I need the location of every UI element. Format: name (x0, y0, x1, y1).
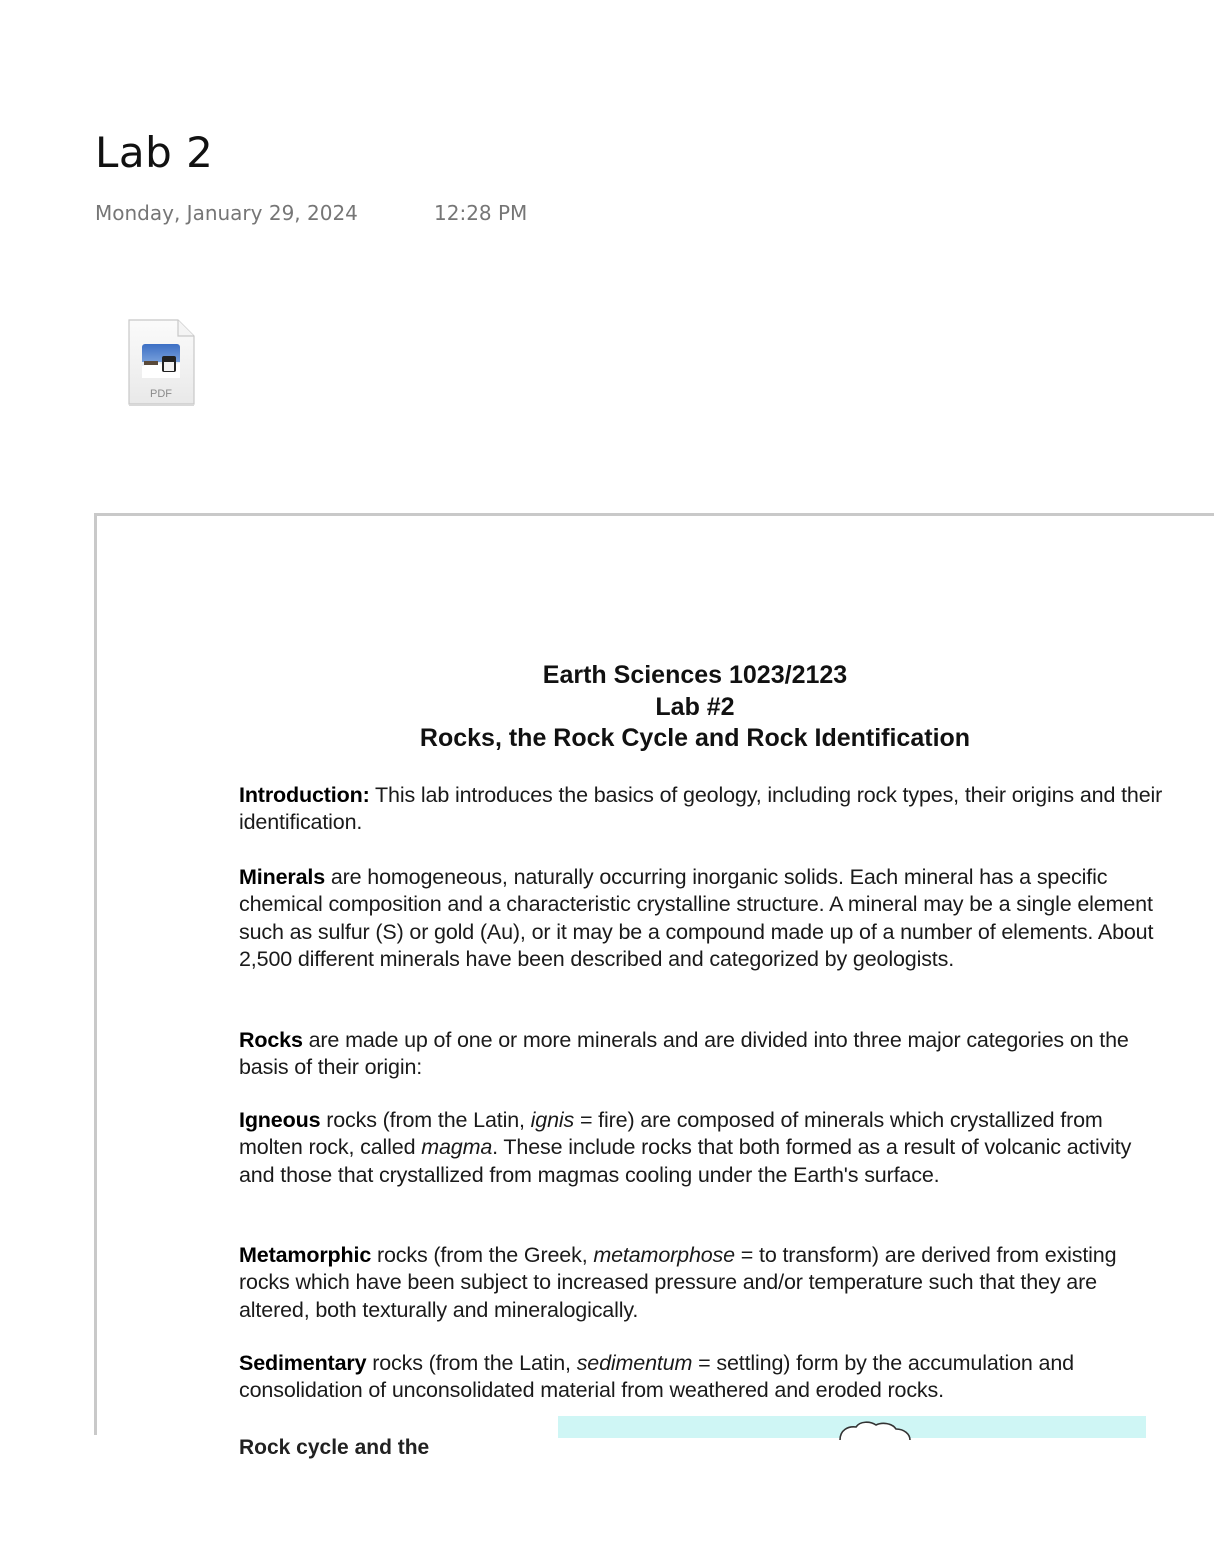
diagram-cloud-shape (558, 1416, 1146, 1438)
igneous-latin: ignis (530, 1108, 575, 1132)
minerals-term: Minerals (239, 865, 326, 889)
sedimentary-term: Sedimentary (239, 1351, 367, 1375)
sedimentary-latin: sedimentum (576, 1351, 693, 1375)
metamorphic-term: Metamorphic (239, 1243, 372, 1267)
igneous-term: Igneous (239, 1108, 321, 1132)
metamorphic-text: rocks (from the Greek, (371, 1243, 594, 1267)
metamorphic-paragraph (239, 1242, 1169, 1324)
intro-paragraph (239, 782, 1169, 837)
metamorphic-greek: metamorphose (593, 1243, 735, 1267)
note-date: Monday, January 29, 2024 (95, 201, 358, 225)
igneous-text: . These include rocks that both formed as a result of volcanic activity and those that crystallized from magmas cooling under the Earth's surface. (239, 1135, 1132, 1187)
magma-term: magma (421, 1135, 493, 1160)
document-heading (395, 660, 995, 755)
intro-text: This lab introduces the basics of geology, including rock types, their origins and their identification. (239, 783, 1163, 835)
sedimentary-text: rocks (from the Latin, (366, 1351, 577, 1375)
rocks-paragraph (239, 1027, 1169, 1082)
cutoff-heading-text: Rock cycle and the (239, 1436, 430, 1459)
rocks-term: Rocks (239, 1028, 303, 1052)
pdf-label: PDF (150, 388, 172, 400)
igneous-text: rocks (from the Latin, (320, 1108, 531, 1132)
sedimentary-paragraph (239, 1350, 1169, 1405)
sedimentary-text: = settling) form by the accumulation and consolidation of unconsolidated material from weathered and eroded rocks. (239, 1351, 1074, 1403)
pdf-attachment[interactable] (126, 318, 196, 408)
rocks-text: are made up of one or more minerals and are divided into three major categories on the basis of their origin: (239, 1028, 1129, 1080)
page-title: Lab 2 (95, 128, 214, 177)
intro-label: Introduction: (239, 783, 370, 807)
minerals-paragraph (239, 864, 1169, 973)
note-time: 12:28 PM (434, 201, 528, 225)
rock-cycle-diagram (558, 1416, 1146, 1438)
metamorphic-text: = to transform) are derived from existing rocks which have been subject to increased pressure and/or temperature such that they are altered, both texturally and mineralogically. (239, 1243, 1117, 1322)
pdf-printout (94, 513, 1214, 1459)
minerals-text: are homogeneous, naturally occurring inorganic solids. Each mineral has a specific chemical composition and a characteristic crystalline structure. A mineral may be a single element such as sulfur (S) or gold (Au), or it may be a compound made up of a number of elements. About 2,500 different minerals have been described and categorized by geologists. (239, 865, 1154, 971)
igneous-text: = fire) are composed of minerals which crystallized from molten rock, called (239, 1108, 1103, 1160)
igneous-paragraph (239, 1107, 1169, 1189)
lab-number: Lab #2 (655, 692, 735, 721)
course-title: Earth Sciences 1023/2123 (542, 661, 848, 689)
cutoff-heading (239, 1427, 479, 1459)
lab-title: Rocks, the Rock Cycle and Rock Identification (419, 724, 971, 752)
